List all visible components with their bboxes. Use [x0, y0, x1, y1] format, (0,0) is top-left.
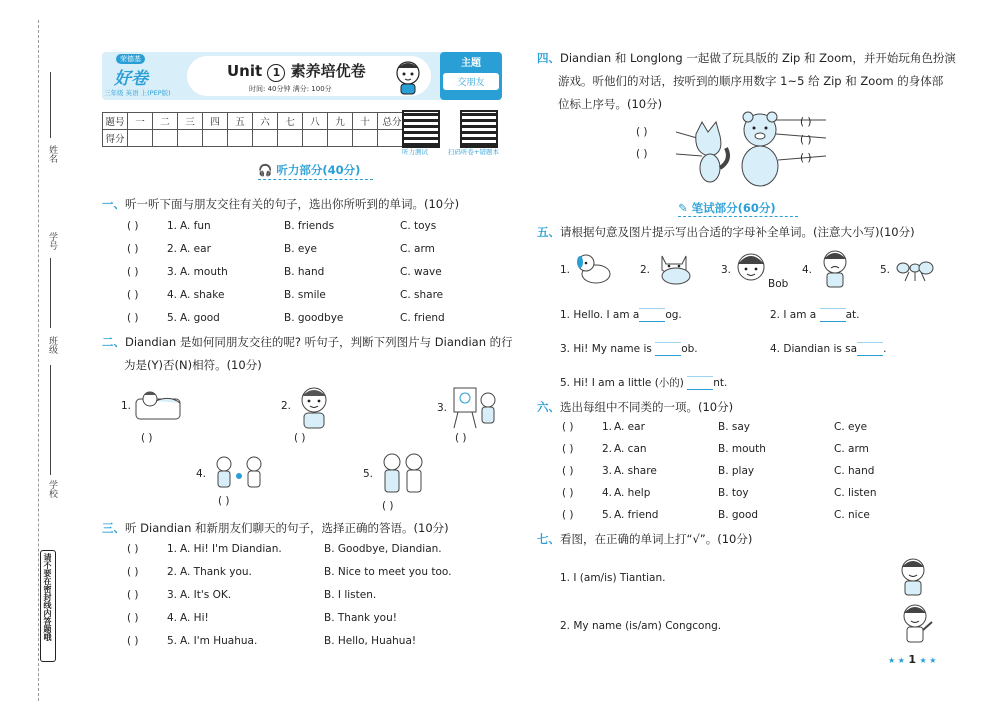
q5-pic-label: 5. — [880, 264, 891, 276]
smiling-boy-picture — [294, 384, 334, 430]
q1-option-a[interactable]: A. shake — [180, 289, 225, 301]
q1-answer-paren[interactable]: ( ) — [127, 243, 139, 255]
q1-option-c[interactable]: C. toys — [400, 220, 437, 232]
writing-title-text: 笔试部分(60分) — [691, 201, 776, 215]
q5-sentence-1 — [560, 308, 682, 322]
q1-option-a[interactable]: A. good — [180, 312, 220, 324]
zip-answer-1[interactable]: ( ) — [636, 126, 648, 138]
tiantian-picture — [896, 556, 930, 596]
seal-line — [38, 20, 39, 701]
brand-logo — [102, 52, 182, 100]
q6-item-number: 4. — [602, 487, 613, 499]
q5-blank-1[interactable] — [639, 308, 665, 322]
class-field — [50, 365, 51, 475]
score-cell[interactable] — [253, 130, 278, 147]
q5-sentence-4 — [770, 342, 886, 356]
q3-item-number: 3. — [167, 589, 178, 601]
q4-title — [537, 50, 956, 66]
q1-option-a[interactable]: A. mouth — [180, 266, 228, 278]
q1-item-number: 4. — [167, 289, 178, 301]
q3-option-b[interactable]: B. Goodbye, Diandian. — [324, 543, 442, 555]
q6-option-a[interactable]: A. can — [614, 443, 647, 455]
q5-text: 请根据句意及图片提示写出合适的字母补全单词。(注意大小写)(10分) — [560, 225, 915, 239]
q2-answer-3[interactable]: ( ) — [455, 432, 467, 444]
theme-value: 交朋友 — [443, 73, 499, 90]
q4-text-line1: Diandian 和 Longlong 一起做了玩具版的 Zip 和 Zoom，并开始玩角色扮演 — [560, 51, 956, 65]
q7-sentence-2[interactable]: 2. My name (is/am) Congcong. — [560, 620, 722, 632]
q2-answer-2[interactable]: ( ) — [294, 432, 306, 444]
seal-notice: 请不要在密封线内答题哦 — [43, 553, 52, 641]
q5-title — [537, 224, 915, 240]
q2-text-line1: Diandian 是如何同朋友交往的呢? 听句子，判断下列图片与 Diandian 的行 — [125, 335, 513, 349]
q1-option-b[interactable]: B. hand — [284, 266, 325, 278]
q3-option-a[interactable]: A. It's OK. — [180, 589, 232, 601]
id-label: 学号 — [47, 232, 57, 250]
two-friends-picture — [376, 452, 430, 496]
q6-option-b[interactable]: B. good — [718, 509, 759, 521]
q6-option-b[interactable]: B. say — [718, 421, 750, 433]
q5-s2-suffix: at. — [845, 309, 860, 321]
qr-code-icon — [460, 110, 498, 148]
score-cell[interactable] — [353, 130, 378, 147]
name-field — [50, 72, 51, 138]
score-header-cell: 八 — [303, 113, 328, 130]
q5-s4-suffix: . — [883, 343, 887, 355]
zip-answer-2[interactable]: ( ) — [636, 148, 648, 160]
q2-text-line2: 为是(Y)否(N)相符。(10分) — [124, 358, 262, 372]
q6-option-a[interactable]: A. share — [614, 465, 657, 477]
mascot-icon — [391, 58, 425, 96]
q3-option-b[interactable]: B. Hello, Huahua! — [324, 635, 417, 647]
score-header-cell: 四 — [203, 113, 228, 130]
q3-option-a[interactable]: A. I'm Huahua. — [180, 635, 258, 647]
theme-box — [440, 52, 502, 100]
q6-option-a[interactable]: A. friend — [614, 509, 659, 521]
cat-picture — [654, 250, 694, 286]
q5-sentence-5 — [560, 375, 727, 390]
q1-option-c[interactable]: C. wave — [400, 266, 442, 278]
page-number-block — [888, 653, 936, 666]
score-cell[interactable] — [128, 130, 153, 147]
q5-sentence-2 — [770, 308, 859, 322]
q6-option-c[interactable]: C. listen — [834, 487, 877, 499]
zoom-answer-1[interactable]: ( ) — [800, 116, 812, 128]
q1-option-a[interactable]: A. ear — [180, 243, 211, 255]
score-cell[interactable] — [303, 130, 328, 147]
congcong-picture — [896, 602, 934, 644]
q1-item-number: 5. — [167, 312, 178, 324]
q1-item-number: 1. — [167, 220, 178, 232]
q4-text-line3: 位标上序号。(10分) — [558, 97, 663, 111]
ant-picture — [895, 254, 935, 282]
q2-label: 4. — [196, 468, 207, 480]
q3-item-number: 5. — [167, 635, 178, 647]
q6-option-c[interactable]: C. hand — [834, 465, 875, 477]
divider — [678, 216, 798, 217]
q2-answer-1[interactable]: ( ) — [141, 432, 153, 444]
q1-option-c[interactable]: C. arm — [400, 243, 435, 255]
score-cell[interactable] — [228, 130, 253, 147]
q5-blank-2[interactable] — [820, 308, 846, 322]
q1-option-b[interactable]: B. friends — [284, 220, 335, 232]
q6-option-c[interactable]: C. eye — [834, 421, 868, 433]
q6-option-c[interactable]: C. arm — [834, 443, 869, 455]
score-header-cell: 一 — [128, 113, 153, 130]
sharing-kids-picture — [208, 454, 270, 494]
q5-pic-label: 3. — [721, 264, 732, 276]
q5-s2-prefix: 2. I am a — [770, 309, 817, 321]
score-row-label: 得分 — [103, 130, 128, 147]
score-header-cell: 九 — [328, 113, 353, 130]
q2-label: 2. — [281, 400, 292, 412]
score-cell[interactable] — [203, 130, 228, 147]
q6-item-number: 3. — [602, 465, 613, 477]
q4-number: 四、 — [537, 51, 560, 65]
q7-number: 七、 — [537, 532, 560, 546]
q3-option-b[interactable]: B. Thank you! — [324, 612, 397, 624]
q6-option-b[interactable]: B. toy — [718, 487, 749, 499]
q7-title — [537, 531, 752, 547]
q5-sentence-3 — [560, 342, 698, 356]
logo-text: 好卷 — [114, 69, 148, 89]
q3-answer-paren[interactable]: ( ) — [127, 566, 139, 578]
q1-option-b[interactable]: B. eye — [284, 243, 318, 255]
q6-item-number: 2. — [602, 443, 613, 455]
q5-blank-4[interactable] — [857, 342, 883, 356]
bob-name: Bob — [768, 278, 789, 290]
q3-answer-paren[interactable]: ( ) — [127, 543, 139, 555]
dog-picture — [574, 250, 616, 286]
score-header-cell: 题号 — [103, 113, 128, 130]
exam-header — [102, 52, 502, 100]
writing-part-title — [678, 200, 776, 216]
q1-option-a[interactable]: A. fun — [180, 220, 211, 232]
q2-answer-4[interactable]: ( ) — [218, 495, 230, 507]
q3-item-number: 1. — [167, 543, 178, 555]
q3-option-a[interactable]: A. Thank you. — [180, 566, 252, 578]
q3-option-a[interactable]: A. Hi! I'm Diandian. — [180, 543, 282, 555]
q3-answer-paren[interactable]: ( ) — [127, 612, 139, 624]
q3-option-a[interactable]: A. Hi! — [180, 612, 209, 624]
q6-item-number: 5. — [602, 509, 613, 521]
score-header-cell: 五 — [228, 113, 253, 130]
q6-answer-paren[interactable]: ( ) — [562, 465, 574, 477]
time-info: 时间: 40分钟 满分: 100分 — [249, 85, 332, 93]
star-icon: ★ ★ — [919, 656, 937, 665]
q3-answer-paren[interactable]: ( ) — [127, 589, 139, 601]
q3-number: 三、 — [102, 521, 125, 535]
q1-option-c[interactable]: C. friend — [400, 312, 445, 324]
zoom-answer-2[interactable]: ( ) — [800, 134, 812, 146]
q1-number: 一、 — [102, 197, 125, 211]
q5-number: 五、 — [537, 225, 560, 239]
q5-s3-prefix: 3. Hi! My name is — [560, 343, 652, 355]
q1-item-number: 2. — [167, 243, 178, 255]
score-cell[interactable] — [153, 130, 178, 147]
q3-option-b[interactable]: B. I listen. — [324, 589, 377, 601]
q1-answer-paren[interactable]: ( ) — [127, 289, 139, 301]
grade-info: 三年级 英语 上(PEP版) — [104, 89, 171, 97]
pencil-icon: ✎ — [678, 201, 688, 215]
q6-number: 六、 — [537, 400, 560, 414]
score-header-cell: 十 — [353, 113, 378, 130]
q5-s4-prefix: 4. Diandian is sa — [770, 343, 858, 355]
score-cell[interactable] — [328, 130, 353, 147]
class-label: 班级 — [47, 336, 57, 354]
sad-boy-picture — [818, 248, 852, 288]
q5-s3-suffix: ob. — [681, 343, 698, 355]
id-field — [50, 258, 51, 328]
listening-title-text: 听力部分(40分) — [276, 163, 361, 177]
q1-option-b[interactable]: B. smile — [284, 289, 326, 301]
q6-option-a[interactable]: A. ear — [614, 421, 645, 433]
star-icon: ★ ★ — [888, 656, 905, 665]
title-pill — [187, 56, 431, 96]
q7-text: 看图，在正确的单词上打“√”。(10分) — [560, 532, 753, 546]
score-header-cell: 六 — [253, 113, 278, 130]
score-header-cell: 七 — [278, 113, 303, 130]
score-cell[interactable] — [278, 130, 303, 147]
listening-part-title — [258, 162, 360, 178]
q5-blank-5[interactable] — [687, 376, 713, 390]
brand-name: 荣德基 — [116, 54, 145, 64]
q3-item-number: 4. — [167, 612, 178, 624]
q2-answer-5[interactable]: ( ) — [382, 500, 394, 512]
theme-label: 主题 — [461, 58, 481, 69]
q1-item-number: 3. — [167, 266, 178, 278]
zip-and-zoom-picture — [676, 108, 836, 190]
q2-label: 1. — [121, 400, 132, 412]
q7-sentence-1[interactable]: 1. I (am/is) Tiantian. — [560, 572, 666, 584]
q2-title — [102, 334, 513, 350]
unit-number: 1 — [267, 64, 285, 82]
page-number: 1 — [908, 653, 917, 666]
zoom-answer-3[interactable]: ( ) — [800, 152, 812, 164]
qr-left-label: 听力测试 — [402, 148, 428, 156]
score-header-cell: 总分 — [378, 113, 407, 130]
q1-option-b[interactable]: B. goodbye — [284, 312, 344, 324]
q6-option-a[interactable]: A. help — [614, 487, 651, 499]
school-label: 学校 — [47, 480, 57, 498]
paper-title: 素养培优卷 — [290, 62, 366, 80]
q6-option-b[interactable]: B. play — [718, 465, 755, 477]
q1-answer-paren[interactable]: ( ) — [127, 220, 139, 232]
unit-title — [227, 60, 366, 82]
q6-answer-paren[interactable]: ( ) — [562, 443, 574, 455]
q6-title — [537, 399, 733, 415]
unit-prefix: Unit — [227, 62, 263, 80]
q6-answer-paren[interactable]: ( ) — [562, 421, 574, 433]
q6-item-number: 1. — [602, 421, 613, 433]
q1-text: 听一听下面与朋友交往有关的句子，选出你所听到的单词。(10分) — [125, 197, 460, 211]
q5-s5-suffix: nt. — [713, 377, 728, 389]
q2-number: 二、 — [102, 335, 125, 349]
q6-answer-paren[interactable]: ( ) — [562, 487, 574, 499]
name-label: 姓名 — [47, 145, 57, 163]
score-table — [102, 112, 407, 147]
sleeping-child-picture — [134, 385, 182, 423]
score-header-cell: 二 — [153, 113, 178, 130]
bob-picture — [734, 250, 768, 286]
q3-option-b[interactable]: B. Nice to meet you too. — [324, 566, 452, 578]
q6-option-b[interactable]: B. mouth — [718, 443, 766, 455]
q3-answer-paren[interactable]: ( ) — [127, 635, 139, 647]
q3-item-number: 2. — [167, 566, 178, 578]
q6-option-c[interactable]: C. nice — [834, 509, 870, 521]
q5-pic-label: 4. — [802, 264, 813, 276]
q4-text-line2: 游戏。听他们的对话，按听到的顺序用数字 1~5 给 Zip 和 Zoom 的身体部 — [558, 74, 944, 88]
divider — [258, 179, 373, 180]
q3-text: 听 Diandian 和新朋友们聊天的句子，选择正确的答语。(10分) — [125, 521, 449, 535]
score-cell[interactable] — [178, 130, 203, 147]
seal-notice-box — [40, 550, 56, 662]
q2-label: 5. — [363, 468, 374, 480]
q5-pic-label: 2. — [640, 264, 651, 276]
q5-s1-prefix: 1. Hello. I am a — [560, 309, 640, 321]
q3-title — [102, 520, 449, 536]
q2-label: 3. — [437, 402, 448, 414]
q1-answer-paren[interactable]: ( ) — [127, 312, 139, 324]
q5-blank-3[interactable] — [655, 342, 681, 356]
q1-option-c[interactable]: C. share — [400, 289, 444, 301]
qr-right-label: 扫码听卷+错题本 — [448, 148, 499, 156]
q1-title — [102, 196, 459, 212]
q6-answer-paren[interactable]: ( ) — [562, 509, 574, 521]
q5-s5-prefix: 5. Hi! I am a little (小的) — [560, 377, 684, 389]
q5-pic-label: 1. — [560, 264, 571, 276]
qr-code-icon — [402, 110, 440, 148]
headphone-icon: 🎧 — [258, 163, 273, 177]
painting-boy-picture — [450, 384, 502, 430]
q5-s1-suffix: og. — [665, 309, 682, 321]
score-header-cell: 三 — [178, 113, 203, 130]
q6-text: 选出每组中不同类的一项。(10分) — [560, 400, 734, 414]
q1-answer-paren[interactable]: ( ) — [127, 266, 139, 278]
